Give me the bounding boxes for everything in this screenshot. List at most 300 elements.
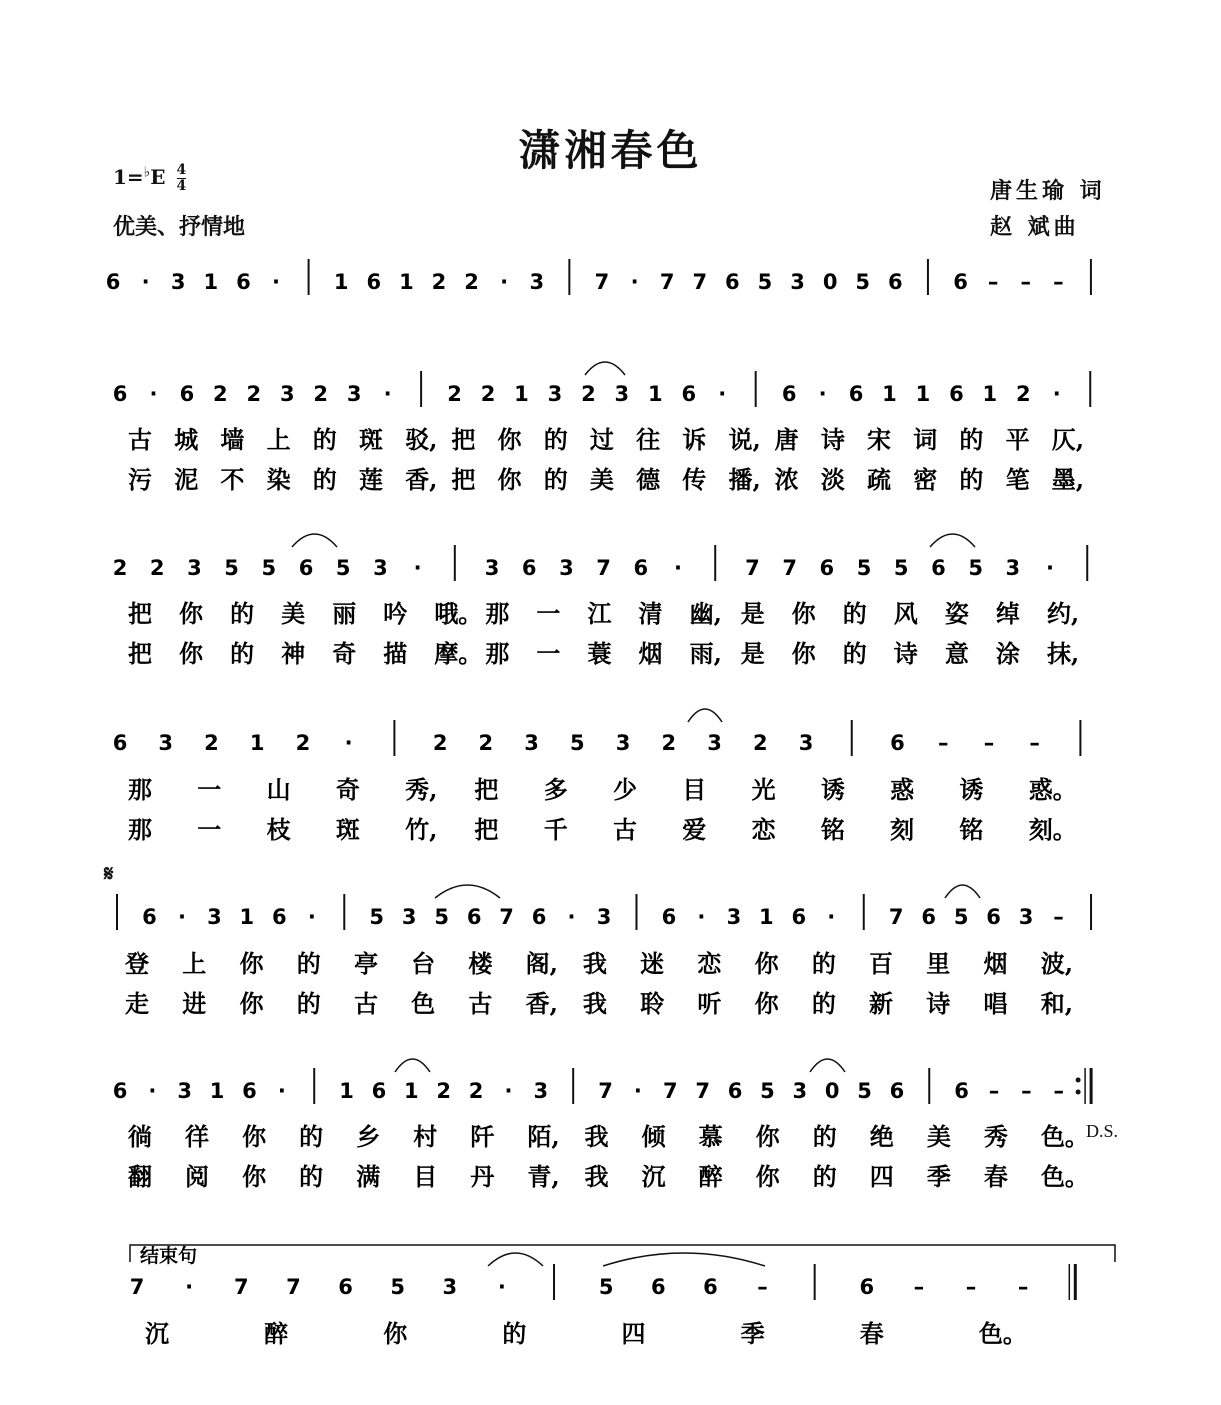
lyric-char: 的 bbox=[543, 465, 568, 494]
lyric-char: 台 bbox=[411, 949, 436, 978]
note: 7 bbox=[888, 905, 904, 929]
lyricist-credit: 唐生瑜 词 bbox=[990, 178, 1106, 204]
note: 5 bbox=[434, 905, 449, 929]
note: 2 bbox=[478, 731, 494, 755]
lyric-char: 污 bbox=[128, 465, 152, 494]
note: – bbox=[1021, 1079, 1032, 1103]
lyric-char: 诗 bbox=[820, 425, 845, 454]
note: 7 bbox=[659, 270, 675, 294]
lyric-char: 把 bbox=[451, 425, 476, 454]
note: · bbox=[307, 905, 316, 929]
lyric-char: 不 bbox=[220, 465, 245, 494]
lyric-char: 斑 bbox=[335, 815, 360, 844]
slur bbox=[488, 1253, 543, 1266]
lyric-char: 铭 bbox=[959, 815, 984, 844]
note: 2 bbox=[468, 1079, 484, 1103]
lyric-char: 亭 bbox=[353, 949, 378, 978]
lyric-char: 香, bbox=[405, 465, 438, 494]
note: 6 bbox=[931, 556, 946, 580]
lyric-char: 那 bbox=[485, 599, 510, 628]
note: 3 bbox=[170, 270, 186, 294]
note: – bbox=[987, 270, 999, 294]
note: 6 bbox=[727, 1079, 743, 1103]
ending-bracket bbox=[130, 1245, 1115, 1262]
note: 1 bbox=[759, 905, 774, 929]
lyric-char: 那 bbox=[485, 639, 510, 668]
note: 5 bbox=[760, 1079, 775, 1103]
lyric-char: 把 bbox=[474, 775, 499, 804]
note: 3 bbox=[790, 270, 805, 294]
lyric-char: 上 bbox=[266, 425, 291, 454]
lyric-char: 把 bbox=[128, 639, 152, 668]
note: 6 bbox=[859, 1275, 875, 1299]
repeat-dot bbox=[1076, 1078, 1081, 1083]
note: 1 bbox=[249, 731, 265, 755]
note: 1 bbox=[399, 270, 414, 294]
slur bbox=[292, 534, 337, 547]
lyric-char: 雨, bbox=[689, 639, 722, 668]
note: – bbox=[983, 731, 995, 755]
note: 2 bbox=[112, 556, 128, 580]
lyric-char: 阡 bbox=[470, 1122, 495, 1151]
lyric-char: 秀, bbox=[405, 775, 438, 804]
lyric-char: 宋 bbox=[867, 425, 892, 454]
note: 3 bbox=[346, 382, 362, 406]
note: 3 bbox=[158, 731, 174, 755]
lyric-char: 你 bbox=[242, 1162, 267, 1191]
note: 5 bbox=[953, 905, 969, 929]
lyric-char: 光 bbox=[751, 775, 776, 804]
lyric-char: 是 bbox=[740, 599, 765, 628]
lyric-char: 诗 bbox=[893, 639, 918, 668]
lyric-char: 你 bbox=[239, 989, 264, 1018]
lyric-char: 里 bbox=[926, 949, 951, 978]
lyric-char: 徜 bbox=[128, 1122, 152, 1151]
lyric-char: 一 bbox=[197, 815, 222, 844]
note: · bbox=[1052, 382, 1061, 406]
composer-credit: 赵 斌曲 bbox=[990, 214, 1080, 240]
lyric-char: 爱 bbox=[682, 815, 707, 844]
lyric-char: 的 bbox=[812, 1162, 837, 1191]
lyric-char: 和, bbox=[1040, 989, 1074, 1018]
note: 1 bbox=[333, 270, 349, 294]
note: 2 bbox=[204, 731, 219, 755]
lyric-char: 墙 bbox=[220, 425, 245, 454]
lyric-char: 绝 bbox=[869, 1122, 894, 1151]
note: 6 bbox=[338, 1275, 353, 1299]
lyric-char: 你 bbox=[754, 989, 779, 1018]
time-signature-bottom: 4 bbox=[176, 178, 187, 194]
lyric-char: 诱 bbox=[959, 775, 984, 804]
note: 1 bbox=[404, 1079, 419, 1103]
lyric-char: 恋 bbox=[697, 949, 722, 978]
lyric-char: 古 bbox=[353, 989, 378, 1018]
note: 6 bbox=[366, 270, 382, 294]
lyric-char: 你 bbox=[755, 1122, 780, 1151]
note: 3 bbox=[484, 556, 500, 580]
lyric-char: 你 bbox=[497, 465, 522, 494]
note: 5 bbox=[369, 905, 385, 929]
note: 2 bbox=[149, 556, 165, 580]
note: 3 bbox=[187, 556, 202, 580]
lyric-char: 描 bbox=[383, 639, 408, 668]
note: 3 bbox=[207, 905, 222, 929]
note: 6 bbox=[725, 270, 740, 294]
note: – bbox=[988, 1079, 1000, 1103]
lyric-char: 香, bbox=[525, 989, 559, 1018]
lyric-char: 泥 bbox=[174, 465, 199, 494]
lyric-char: 沉 bbox=[641, 1162, 666, 1191]
note: · bbox=[383, 382, 392, 406]
note: 6 bbox=[466, 905, 482, 929]
lyric-char: 诗 bbox=[926, 989, 951, 1018]
lyric-char: 刻 bbox=[890, 815, 915, 844]
note: · bbox=[674, 556, 683, 580]
lyric-char: 古 bbox=[468, 989, 493, 1018]
slur bbox=[945, 885, 980, 898]
note: · bbox=[630, 270, 639, 294]
lyric-char: 色 bbox=[411, 989, 436, 1018]
note: 2 bbox=[436, 1079, 452, 1103]
lyric-char: 听 bbox=[697, 989, 722, 1018]
lyric-char: 枝 bbox=[266, 815, 291, 844]
note: 6 bbox=[949, 382, 964, 406]
lyric-char: 唱 bbox=[983, 989, 1008, 1018]
note: 6 bbox=[819, 556, 835, 580]
note: 2 bbox=[313, 382, 329, 406]
lyric-char: 聆 bbox=[640, 989, 665, 1018]
slur bbox=[435, 885, 500, 898]
note: – bbox=[757, 1275, 768, 1299]
lyric-char: 奇 bbox=[335, 775, 360, 804]
lyric-char: 迷 bbox=[640, 949, 665, 978]
lyric-char: 是 bbox=[740, 639, 765, 668]
note: 5 bbox=[968, 556, 983, 580]
note: · bbox=[697, 905, 706, 929]
note: – bbox=[1020, 270, 1031, 294]
slur bbox=[688, 709, 722, 722]
lyric-char: 古 bbox=[128, 425, 152, 454]
note: 3 bbox=[559, 556, 574, 580]
lyric-char: 的 bbox=[296, 949, 321, 978]
lyric-char: 倾 bbox=[641, 1122, 666, 1151]
repeat-dot bbox=[1076, 1090, 1081, 1095]
note: – bbox=[1017, 1275, 1029, 1299]
note: 6 bbox=[889, 1079, 905, 1103]
lyric-char: 竹, bbox=[405, 815, 438, 844]
lyric-char: 姿 bbox=[944, 599, 969, 628]
lyric-char: 诉 bbox=[682, 425, 707, 454]
lyric-char: 疏 bbox=[867, 465, 892, 494]
note: 6 bbox=[112, 1079, 128, 1103]
lyric-char: 摩。 bbox=[434, 639, 483, 668]
lyric-char: 徉 bbox=[185, 1122, 210, 1151]
note: 3 bbox=[524, 731, 539, 755]
lyric-char: 的 bbox=[842, 639, 867, 668]
note: 2 bbox=[431, 270, 447, 294]
lyric-char: 的 bbox=[811, 989, 836, 1018]
note: – bbox=[1053, 270, 1064, 294]
note: 2 bbox=[480, 382, 496, 406]
lyric-char: 的 bbox=[230, 639, 255, 668]
lyric-char: 四 bbox=[621, 1319, 646, 1348]
note: 5 bbox=[261, 556, 277, 580]
note: 7 bbox=[745, 556, 760, 580]
lyric-char: 的 bbox=[296, 989, 321, 1018]
note: 1 bbox=[209, 1079, 225, 1103]
lyric-char: 美 bbox=[281, 599, 306, 628]
note: 6 bbox=[633, 556, 649, 580]
lyric-char: 笔 bbox=[1005, 465, 1030, 494]
slur bbox=[395, 1059, 430, 1072]
note: 2 bbox=[295, 731, 311, 755]
note: 3 bbox=[792, 1079, 808, 1103]
lyric-char: 那 bbox=[128, 815, 152, 844]
note: 7 bbox=[233, 1275, 249, 1299]
note: · bbox=[149, 382, 158, 406]
lyric-char: 丹 bbox=[470, 1162, 495, 1191]
lyric-char: 播, bbox=[728, 465, 761, 494]
lyric-char: 浓 bbox=[774, 465, 799, 494]
note: 6 bbox=[681, 382, 697, 406]
lyric-char: 村 bbox=[413, 1122, 438, 1151]
lyric-char: 烟 bbox=[638, 639, 663, 668]
note: 0 bbox=[824, 1079, 840, 1103]
note: 6 bbox=[661, 905, 677, 929]
note: 6 bbox=[953, 270, 968, 294]
flat-sign: ♭ bbox=[143, 164, 151, 181]
lyric-char: 翻 bbox=[128, 1162, 152, 1191]
slur bbox=[585, 362, 625, 375]
lyric-char: 的 bbox=[959, 465, 984, 494]
note: 3 bbox=[596, 905, 612, 929]
lyric-char: 醉 bbox=[264, 1319, 289, 1348]
note: 7 bbox=[129, 1275, 145, 1299]
lyric-char: 古 bbox=[613, 815, 637, 844]
lyric-char: 城 bbox=[174, 425, 199, 454]
lyric-char: 清 bbox=[638, 599, 663, 628]
key-note: E bbox=[150, 165, 166, 189]
note: 6 bbox=[112, 731, 128, 755]
note: 6 bbox=[298, 556, 314, 580]
lyric-char: 你 bbox=[239, 949, 264, 978]
note: 6 bbox=[531, 905, 547, 929]
note: · bbox=[827, 905, 836, 929]
lyric-char: 季 bbox=[740, 1319, 765, 1348]
note: 3 bbox=[1018, 905, 1034, 929]
slur bbox=[930, 534, 975, 547]
note: 7 bbox=[596, 556, 611, 580]
note: 3 bbox=[615, 731, 631, 755]
note: · bbox=[497, 1275, 506, 1299]
note: · bbox=[504, 1079, 513, 1103]
lyric-char: 你 bbox=[242, 1122, 267, 1151]
note: 3 bbox=[547, 382, 563, 406]
lyric-char: 惑 bbox=[890, 775, 915, 804]
lyric-char: 走 bbox=[125, 989, 149, 1018]
note: · bbox=[177, 905, 186, 929]
lyric-char: 百 bbox=[869, 949, 894, 978]
note: – bbox=[913, 1275, 925, 1299]
note: 2 bbox=[246, 382, 262, 406]
note: 5 bbox=[224, 556, 239, 580]
lyric-char: 阅 bbox=[185, 1162, 210, 1191]
lyric-char: 哦。 bbox=[434, 599, 483, 628]
note: 3 bbox=[373, 556, 388, 580]
lyric-char: 说, bbox=[728, 425, 761, 454]
note: 1 bbox=[647, 382, 663, 406]
lyric-char: 惑。 bbox=[1028, 775, 1077, 804]
note: 5 bbox=[335, 556, 351, 580]
note: · bbox=[141, 270, 150, 294]
note: 6 bbox=[112, 382, 128, 406]
lyric-char: 意 bbox=[944, 639, 969, 668]
lyric-char: 目 bbox=[413, 1162, 438, 1191]
lyric-char: 登 bbox=[125, 949, 149, 978]
lyric-char: 风 bbox=[893, 599, 918, 628]
note: 6 bbox=[371, 1079, 387, 1103]
lyric-char: 一 bbox=[197, 775, 222, 804]
note: – bbox=[1053, 905, 1064, 929]
note: 5 bbox=[893, 556, 909, 580]
note: 2 bbox=[581, 382, 596, 406]
note: 5 bbox=[855, 270, 871, 294]
lyric-char: 蓑 bbox=[587, 639, 612, 668]
note: 6 bbox=[848, 382, 864, 406]
lyric-char: 春 bbox=[859, 1319, 884, 1348]
lyric-char: 我 bbox=[584, 1162, 609, 1191]
lyric-char: 约, bbox=[1046, 599, 1080, 628]
lyric-char: 你 bbox=[497, 425, 522, 454]
note: 7 bbox=[695, 1079, 710, 1103]
lyric-char: 的 bbox=[842, 599, 867, 628]
lyric-char: 的 bbox=[812, 1122, 837, 1151]
note: 6 bbox=[242, 1079, 257, 1103]
note: 7 bbox=[594, 270, 610, 294]
lyric-char: 过 bbox=[589, 425, 614, 454]
note: 2 bbox=[213, 382, 228, 406]
lyric-char: 把 bbox=[451, 465, 476, 494]
note: · bbox=[567, 905, 576, 929]
lyric-char: 刻。 bbox=[1028, 815, 1077, 844]
lyric-char: 绰 bbox=[995, 599, 1020, 628]
song-title: 潇湘春色 bbox=[518, 126, 703, 175]
lyric-char: 的 bbox=[312, 465, 337, 494]
lyric-char: 的 bbox=[959, 425, 984, 454]
lyric-char: 我 bbox=[584, 1122, 609, 1151]
note: 6 bbox=[105, 270, 121, 294]
lyric-char: 你 bbox=[755, 1162, 780, 1191]
key-prefix: 1= bbox=[113, 165, 144, 189]
lyric-char: 染 bbox=[266, 465, 291, 494]
lyric-char: 德 bbox=[636, 465, 661, 494]
note: 1 bbox=[514, 382, 529, 406]
lyric-char: 词 bbox=[913, 425, 938, 454]
lyric-char: 的 bbox=[230, 599, 255, 628]
note: 3 bbox=[529, 270, 545, 294]
note: 6 bbox=[179, 382, 195, 406]
note: 3 bbox=[533, 1079, 549, 1103]
lyric-char: 神 bbox=[281, 639, 306, 668]
lyric-char: 美 bbox=[589, 465, 614, 494]
note: 6 bbox=[888, 270, 903, 294]
lyric-char: 一 bbox=[536, 639, 561, 668]
note: 5 bbox=[390, 1275, 405, 1299]
lyric-char: 四 bbox=[869, 1162, 894, 1191]
note: 6 bbox=[890, 731, 905, 755]
lyric-char: 新 bbox=[869, 989, 894, 1018]
lyric-char: 我 bbox=[582, 989, 607, 1018]
note: 6 bbox=[521, 556, 537, 580]
note: 6 bbox=[650, 1275, 666, 1299]
lyric-char: 色。 bbox=[1040, 1122, 1089, 1151]
note: 1 bbox=[882, 382, 897, 406]
lyric-char: 往 bbox=[636, 425, 661, 454]
ending-label: 结束句 bbox=[140, 1245, 198, 1267]
lyric-char: 斑 bbox=[358, 425, 383, 454]
note: 7 bbox=[499, 905, 514, 929]
note: 7 bbox=[692, 270, 708, 294]
lyric-char: 阁, bbox=[525, 949, 559, 978]
lyric-char: 季 bbox=[926, 1162, 951, 1191]
lyric-char: 你 bbox=[791, 599, 816, 628]
lyric-char: 美 bbox=[926, 1122, 951, 1151]
note: · bbox=[413, 556, 422, 580]
lyric-char: 春 bbox=[983, 1162, 1008, 1191]
lyric-char: 千 bbox=[543, 815, 568, 844]
note: 0 bbox=[822, 270, 838, 294]
lyric-char: 的 bbox=[811, 949, 836, 978]
lyric-char: 莲 bbox=[358, 465, 383, 494]
note: 5 bbox=[570, 731, 585, 755]
lyric-char: 涂 bbox=[995, 639, 1020, 668]
lyric-char: 墨, bbox=[1051, 465, 1085, 494]
lyric-char: 醉 bbox=[698, 1162, 723, 1191]
lyric-char: 你 bbox=[791, 639, 816, 668]
lyric-char: 你 bbox=[179, 639, 204, 668]
lyric-char: 我 bbox=[582, 949, 607, 978]
note: 5 bbox=[857, 1079, 872, 1103]
note: 6 bbox=[142, 905, 157, 929]
lyric-char: 一 bbox=[536, 599, 561, 628]
note: · bbox=[344, 731, 353, 755]
lyric-char: 多 bbox=[543, 775, 568, 804]
lyric-char: 波, bbox=[1040, 949, 1074, 978]
lyric-char: 秀 bbox=[983, 1122, 1008, 1151]
lyric-char: 江 bbox=[587, 599, 612, 628]
note: 1 bbox=[982, 382, 998, 406]
lyric-char: 把 bbox=[474, 815, 499, 844]
lyric-char: 恋 bbox=[751, 815, 776, 844]
lyric-char: 的 bbox=[543, 425, 568, 454]
lyric-char: 铭 bbox=[820, 815, 845, 844]
note: 6 bbox=[954, 1079, 969, 1103]
note: · bbox=[718, 382, 727, 406]
note: 1 bbox=[239, 905, 255, 929]
lyric-char: 山 bbox=[266, 775, 291, 804]
note: 7 bbox=[662, 1079, 678, 1103]
slur bbox=[810, 1059, 845, 1072]
lyric-char: 满 bbox=[356, 1162, 381, 1191]
lyric-char: 色。 bbox=[1040, 1162, 1089, 1191]
note: 6 bbox=[921, 905, 937, 929]
lyric-char: 淡 bbox=[820, 465, 845, 494]
note: 3 bbox=[401, 905, 417, 929]
slur bbox=[603, 1253, 765, 1266]
lyric-char: 吟 bbox=[383, 599, 408, 628]
note: · bbox=[633, 1079, 642, 1103]
lyric-char: 驳, bbox=[405, 425, 438, 454]
